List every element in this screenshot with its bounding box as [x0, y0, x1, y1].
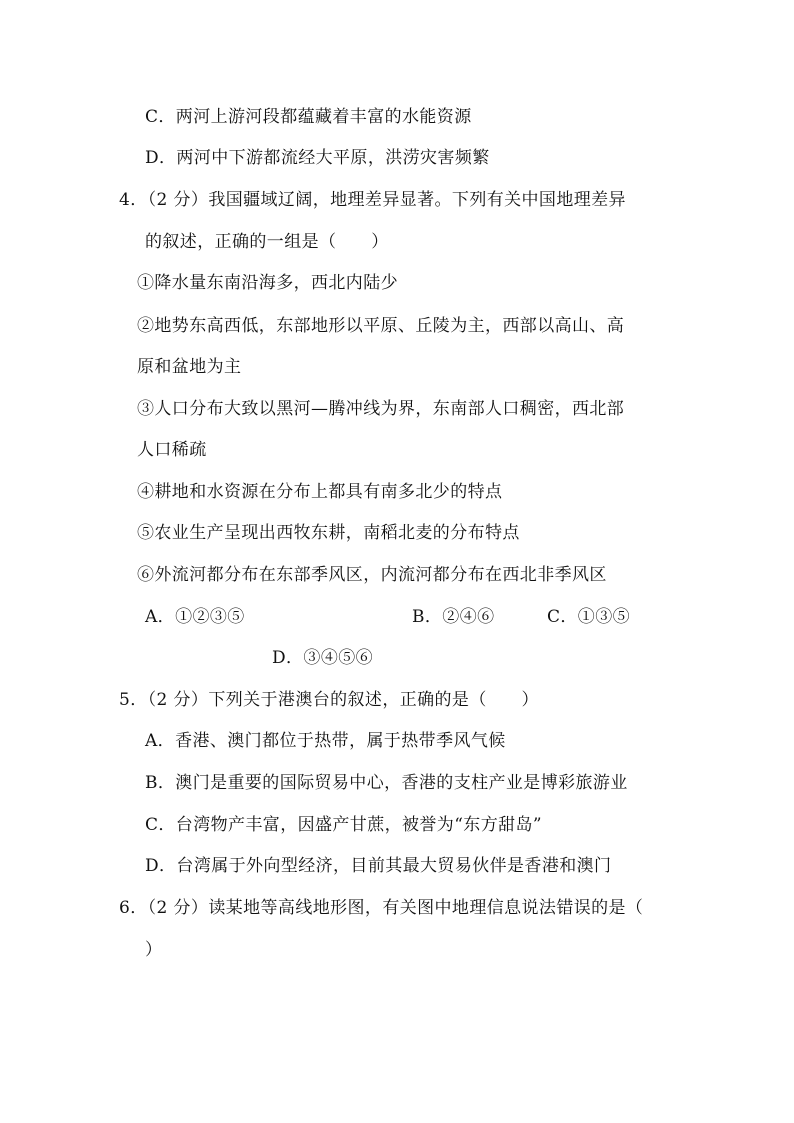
q4-option-d: D．③④⑤⑥: [272, 648, 374, 668]
q4-option-c: C．①③⑤: [547, 607, 631, 627]
q3-option-c: C．两河上游河段都蕴藏着丰富的水能资源: [145, 107, 472, 127]
q5-option-b: B．澳门是重要的国际贸易中心，香港的支柱产业是博彩旅游业: [145, 773, 628, 793]
q4-item2-line1: ②地势东高西低，东部地形以平原、丘陵为主，西部以高山、高: [137, 316, 625, 336]
q4-item3-line2: 人口稀疏: [137, 440, 207, 460]
q4-item6: ⑥外流河都分布在东部季风区，内流河都分布在西北非季风区: [137, 565, 607, 585]
q5-option-a: A．香港、澳门都位于热带，属于热带季风气候: [145, 731, 506, 751]
q4-item2-line2: 原和盆地为主: [137, 357, 242, 377]
q4-option-a: A．①②③⑤: [145, 607, 245, 627]
q5-option-c: C．台湾物产丰富，因盛产甘蔗，被誉为“东方甜岛”: [145, 815, 542, 835]
q4-item5: ⑤农业生产呈现出西牧东耕，南稻北麦的分布特点: [137, 523, 520, 543]
q4-option-b: B．②④⑥: [412, 607, 495, 627]
q4-stem-line2: 的叙述，正确的一组是（ ）: [145, 232, 389, 252]
q4-item1: ①降水量东南沿海多，西北内陆少: [137, 273, 398, 293]
q4-item4: ④耕地和水资源在分布上都具有南多北少的特点: [137, 482, 503, 502]
q5-stem: 5．（2 分）下列关于港澳台的叙述，正确的是（ ）: [119, 690, 539, 710]
q4-stem-line1: 4．（2 分）我国疆域辽阔，地理差异显著。下列有关中国地理差异: [119, 190, 626, 210]
q6-stem-line1: 6．（2 分）读某地等高线地形图，有关图中地理信息说法错误的是（: [119, 898, 644, 918]
q4-item3-line1: ③人口分布大致以黑河—腾冲线为界，东南部人口稠密，西北部: [137, 399, 625, 419]
q6-stem-line2: ）: [145, 940, 163, 960]
q3-option-d: D．两河中下游都流经大平原，洪涝灾害频繁: [145, 148, 490, 168]
q5-option-d: D．台湾属于外向型经济，目前其最大贸易伙伴是香港和澳门: [145, 856, 612, 876]
